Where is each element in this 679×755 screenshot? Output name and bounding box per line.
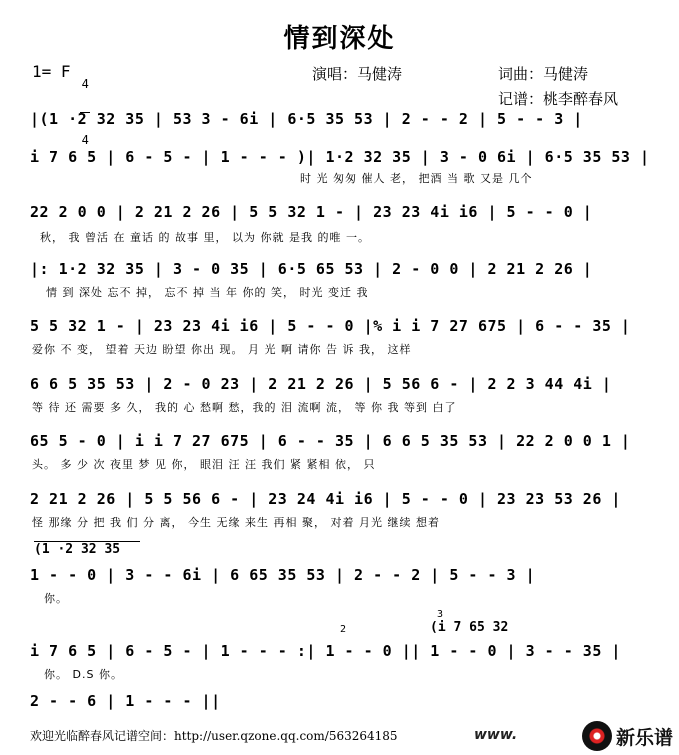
notation-line: 6 6 5 35 53 | 2 - 0 23 | 2 21 2 26 | 5 56 6 - | 2 2 3 44 4i | [30, 375, 612, 393]
time-signature-top: 4 [81, 77, 89, 91]
notation-line: 65 5 - 0 | i i 7 27 675 | 6 - - 35 | 6 6 5 35 53 | 22 2 0 0 1 | [30, 432, 631, 450]
transcriber-credit: 记谱：桃李醉春风 [498, 90, 619, 108]
key-signature: 1= F [32, 62, 71, 81]
notation-line: |(1 ·2 32 35 | 53 3 - 6i | 6·5 35 53 | 2 - - 2 | 5 - - 3 | [30, 110, 583, 128]
volta-bracket-first: (1 ·2 32 35 [34, 541, 140, 557]
lyric-line: 秋， 我 曾活 在 童话 的 故事 里， 以为 你就 是我 的唯 一。 [40, 231, 370, 244]
notation-line: i 7 6 5 | 6 - 5 - | 1 - - - :| 1 - - 0 || 1 - - 0 | 3 - - 35 | [30, 642, 621, 660]
performer-credit: 演唱：马健涛 [312, 65, 403, 83]
site-watermark [464, 717, 679, 755]
lyric-line: 你。 D.S 你。 [44, 668, 123, 681]
notation-line: 5 5 32 1 - | 23 23 4i i6 | 5 - - 0 |% i i 7 27 675 | 6 - - 35 | [30, 317, 631, 335]
volta-bracket-second: (i 7 65 32 [430, 620, 509, 635]
lyric-line: 你。 [44, 592, 68, 605]
notation-line: i 7 6 5 | 6 - 5 - | 1 - - - )| 1·2 32 35 | 3 - 0 6i | 6·5 35 53 | [30, 148, 650, 166]
vinyl-disc-icon [582, 721, 612, 751]
watermark-brand: 新乐谱 [616, 727, 674, 749]
notation-line: 1 - - 0 | 3 - - 6i | 6 65 35 53 | 2 - - 2 | 5 - - 3 | [30, 566, 536, 584]
song-title: 情到深处 [283, 24, 396, 54]
time-signature [78, 57, 92, 157]
notation-line: 2 - - 6 | 1 - - - || [30, 692, 221, 710]
lyric-line: 情 到 深处 忘不 掉， 忘不 掉 当 年 你的 笑， 时光 变迁 我 [46, 286, 369, 299]
footer-credit: 欢迎光临醉春风记谱空间：http://user.qzone.qq.com/563264185 [30, 729, 398, 743]
triplet-marker: 3 [437, 609, 444, 620]
ending-marker: 2 [340, 624, 347, 635]
composer-credit: 词曲：马健涛 [498, 65, 589, 83]
lyric-line: 爱你 不 变， 望着 天边 盼望 你出 现。 月 光 啊 请你 告 诉 我， 这样 [32, 343, 412, 356]
watermark-url: www. [474, 727, 518, 743]
lyric-line: 时 光 匆匆 催人 老， 把酒 当 歌 又是 几个 [300, 172, 533, 185]
lyric-line: 怪 那缘 分 把 我 们 分 离， 今生 无缘 来生 再相 聚， 对着 月光 继续 想着 [32, 516, 440, 529]
notation-line: 22 2 0 0 | 2 21 2 26 | 5 5 32 1 - | 23 23 4i i6 | 5 - - 0 | [30, 203, 593, 221]
lyric-line: 头。 多 少 次 夜里 梦 见 你， 眼泪 汪 汪 我们 紧 紧相 依， 只 [32, 458, 376, 471]
notation-line: |: 1·2 32 35 | 3 - 0 35 | 6·5 65 53 | 2 - 0 0 | 2 21 2 26 | [30, 260, 593, 278]
time-signature-bottom: 4 [81, 133, 89, 147]
notation-line: 2 21 2 26 | 5 5 56 6 - | 23 24 4i i6 | 5 - - 0 | 23 23 53 26 | [30, 490, 621, 508]
lyric-line: 等 待 还 需要 多 久， 我的 心 愁啊 愁，我的 泪 流啊 流， 等 你 我 等到 白了 [32, 401, 457, 414]
